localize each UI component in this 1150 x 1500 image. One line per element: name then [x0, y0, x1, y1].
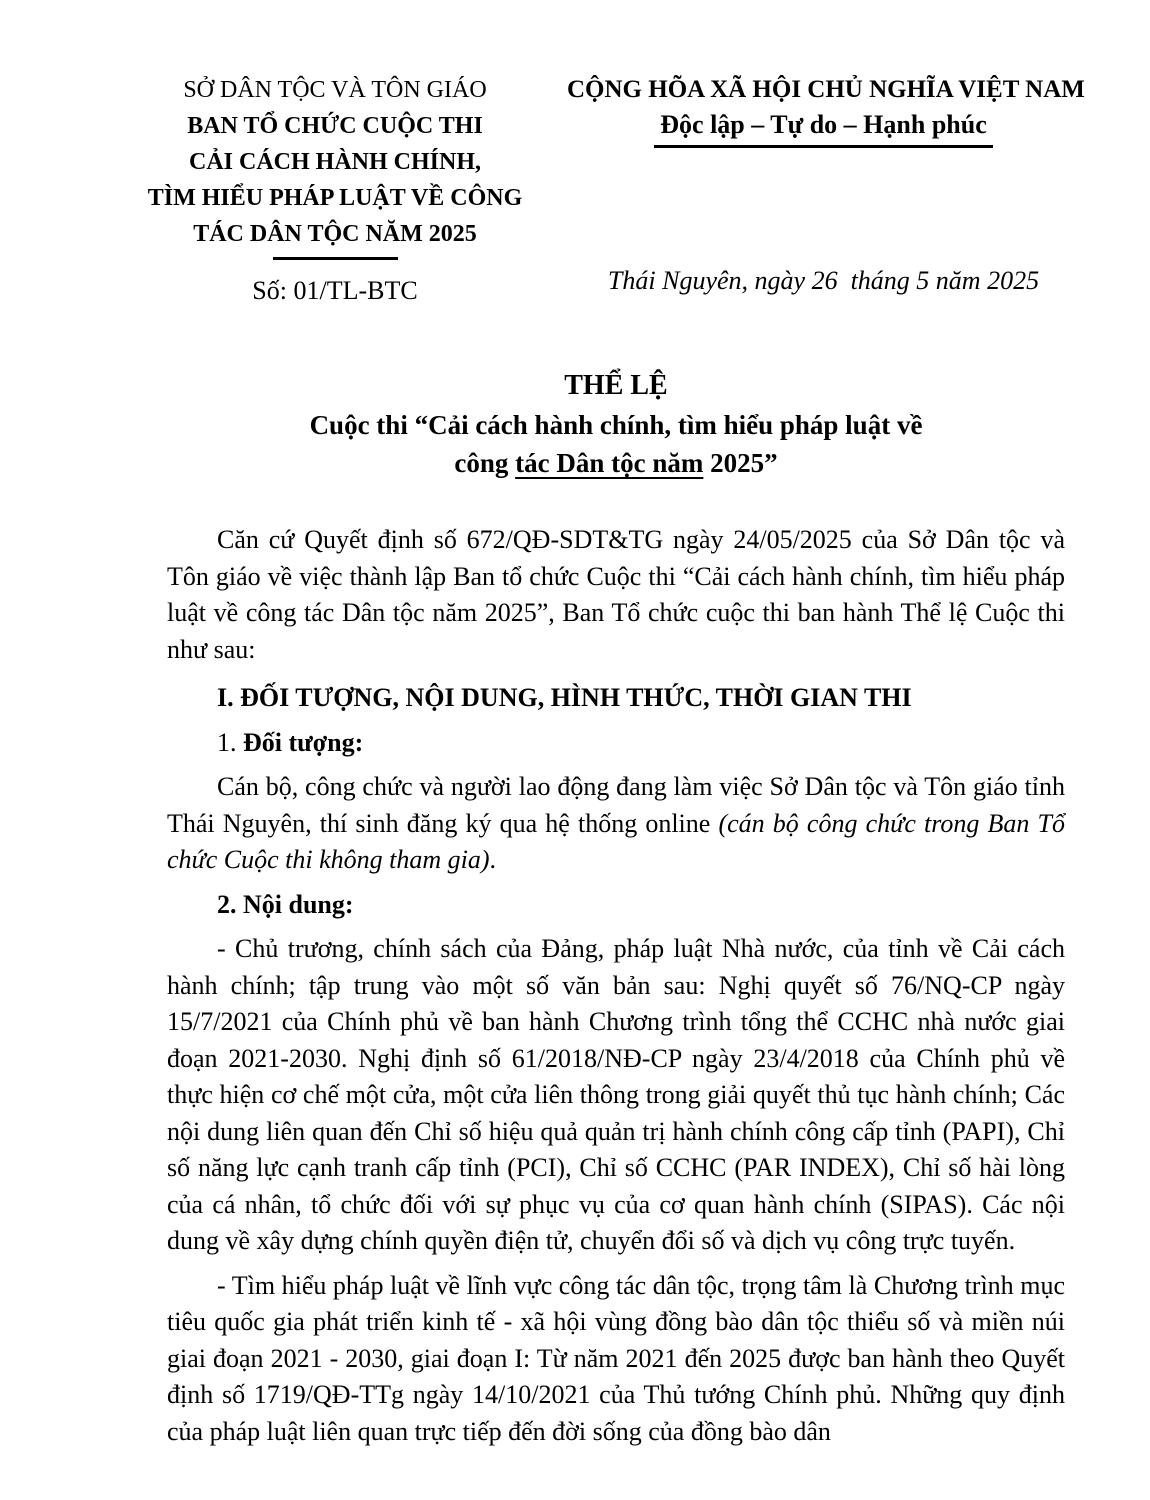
paragraph-text: . [489, 845, 497, 874]
document-body [167, 522, 1065, 1450]
header-national-block [567, 72, 1085, 308]
subsection-2-heading: 2. Nội dung: [217, 889, 354, 919]
header-issuing-block [135, 72, 535, 308]
subtitle-underlined-text: tác Dân tộc năm [515, 448, 704, 478]
intro-paragraph: Căn cứ Quyết định số 672/QĐ-SDT&TG ngày 24/05/2025 của Sở Dân tộc và Tôn giáo về việc thành lập Ban tổ chức Cuộc thi “Cải cách hành chính, tìm hiểu pháp luật về công tác Dân tộc năm 2025”, Ban Tổ chức cuộc thi ban hành Thể lệ Cuộc thi như sau: [167, 525, 1065, 664]
paragraph-text: Cán bộ, công chức và người lao động đang làm việc Sở Dân tộc và Tôn giáo tỉnh Thái Nguyên, thí sinh đăng ký qua hệ thống online [167, 772, 1065, 838]
document-title: THỂ LỆ [564, 370, 668, 401]
organizing-committee-line: CẢI CÁCH HÀNH CHÍNH, [188, 149, 481, 175]
subsection-1-paragraph [167, 769, 1065, 879]
issuing-agency: SỞ DÂN TỘC VÀ TÔN GIÁO [183, 77, 487, 103]
subtitle-plain-text: 2025” [703, 448, 778, 478]
subsection-number: 1. [217, 727, 243, 757]
subtitle-plain-text: công [454, 448, 516, 478]
document-number: Số: 01/TL-BTC [252, 276, 418, 305]
document-subtitle-line1: Cuộc thi “Cải cách hành chính, tìm hiểu pháp luật về [309, 410, 923, 440]
organizing-committee-line: TÁC DÂN TỘC NĂM 2025 [193, 221, 477, 247]
place-and-date: Thái Nguyên, ngày 26 tháng 5 năm 2025 [607, 266, 1040, 295]
national-title: CỘNG HÕA XÃ HỘI CHỦ NGHĨA VIỆT NAM [567, 76, 1085, 103]
document-title-block [167, 366, 1065, 482]
document-header [135, 72, 1085, 308]
national-motto-wrapper [567, 108, 1080, 148]
subsection-1-heading [167, 725, 1065, 762]
section-1-heading: I. ĐỐI TƯỢNG, NỘI DUNG, HÌNH THỨC, THỜI GIAN THI [217, 683, 912, 712]
national-motto: Độc lập – Tự do – Hạnh phúc [654, 108, 993, 148]
subsection-2-paragraph-2: - Tìm hiểu pháp luật về lĩnh vực công tác dân tộc, trọng tâm là Chương trình mục tiêu quốc gia phát triển kinh tế - xã hội vùng đồng bào dân tộc thiểu số và miền núi giai đoạn 2021 - 2030, giai đoạn I: Từ năm 2021 đến 2025 được ban hành theo Quyết định số 1719/QĐ-TTg ngày 14/10/2021 của Thủ tướng Chính phủ. Những quy định của pháp luật liên quan trực tiếp đến đời sống của đồng bào dân [167, 1270, 1065, 1446]
paragraph-italic-note: (cán bộ công chức trong Ban Tổ chức Cuộc thi không tham gia) [167, 808, 1065, 874]
subsection-2-paragraph-1: - Chủ trương, chính sách của Đảng, pháp luật Nhà nước, của tỉnh về Cải cách hành chính; tập trung vào một số văn bản sau: Nghị quyết số 76/NQ-CP ngày 15/7/2021 của Chính phủ về ban hành Chương trình tổng thể CCHC nhà nước giai đoạn 2021-2030. Nghị định số 61/2018/NĐ-CP ngày 23/4/2018 của Chính phủ về thực hiện cơ chế một cửa, một cửa liên thông trong giải quyết thủ tục hành chính; Các nội dung liên quan đến Chỉ số hiệu quả quản trị hành chính công cấp tỉnh (PAPI), Chỉ số năng lực cạnh tranh cấp tỉnh (PCI), Chỉ số CCHC (PAR INDEX), Chỉ số hài lòng của cá nhân, tổ chức đối với sự phục vụ của cơ quan hành chính (SIPAS). Các nội dung về xây dựng chính quyền điện tử, chuyển đổi số và dịch vụ công trực tuyến. [167, 934, 1065, 1255]
organizing-committee-line: TÌM HIỂU PHÁP LUẬT VỀ CÔNG [147, 185, 523, 211]
header-separator-rule [273, 257, 398, 260]
document-subtitle-line2 [167, 444, 1065, 482]
subsection-title: Đối tượng: [243, 727, 364, 757]
organizing-committee-line: BAN TỔ CHỨC CUỘC THI [187, 113, 483, 139]
